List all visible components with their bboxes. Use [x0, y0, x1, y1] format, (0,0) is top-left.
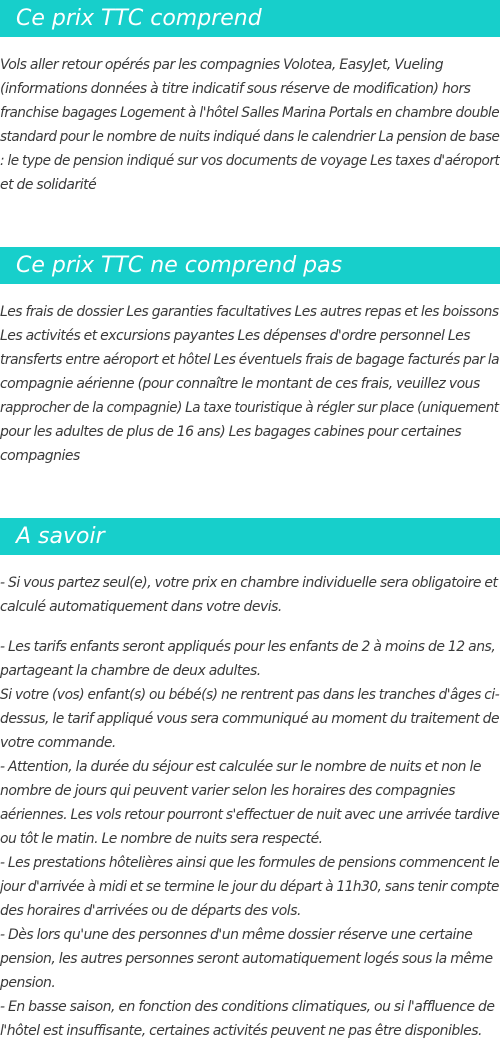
text-line: - En basse saison, en fonction des conditions climatiques, ou si l'affluence de [0, 999, 495, 1015]
text-line: - Les tarifs enfants seront appliqués pour les enfants de 2 à moins de 12 ans, [0, 639, 496, 655]
text-line: standard pour le nombre de nuits indiqué dans le calendrier La pension de base [0, 129, 500, 145]
text-line: ou tôt le matin. Le nombre de nuits sera respecté. [0, 831, 323, 847]
section-title-included: Ce prix TTC comprend [0, 0, 500, 37]
text-line: dessus, le tarif appliqué vous sera communiqué au moment du traitement de [0, 711, 500, 727]
good-to-know-paragraph-1 [0, 571, 500, 619]
text-line: Les activités et excursions payantes Les dépenses d'ordre personnel Les [0, 328, 471, 344]
text-line: l'hôtel est insuffisante, certaines activités peuvent ne pas être disponibles. [0, 1023, 482, 1039]
text-line: (informations données à titre indicatif sous réserve de modification) hors [0, 81, 471, 97]
text-line: : le type de pension indiqué sur vos documents de voyage Les taxes d'aéroport [0, 153, 500, 169]
text-line: jour d'arrivée à midi et se termine le jour du départ à 11h30, sans tenir compte [0, 879, 499, 895]
text-line: Les frais de dossier Les garanties facultatives Les autres repas et les boissons [0, 304, 499, 320]
text-line: votre commande. [0, 735, 116, 751]
text-line: des horaires d'arrivées ou de départs des vols. [0, 903, 301, 919]
text-line: calculé automatiquement dans votre devis. [0, 599, 282, 615]
included-text [0, 53, 500, 197]
text-line: pension, les autres personnes seront automatiquement logés sous la même [0, 951, 493, 967]
text-line: - Les prestations hôtelières ainsi que les formules de pensions commencent le [0, 855, 500, 871]
text-line: pour les adultes de plus de 16 ans) Les bagages cabines pour certaines [0, 424, 462, 440]
text-line: pension. [0, 975, 56, 991]
text-line: Vols aller retour opérés par les compagnies Volotea, EasyJet, Vueling [0, 57, 444, 73]
text-line: transferts entre aéroport et hôtel Les éventuels frais de bagage facturés par la [0, 352, 500, 368]
text-line: et de solidarité [0, 177, 97, 193]
section-title-good-to-know: A savoir [0, 518, 500, 555]
section-title-not-included: Ce prix TTC ne comprend pas [0, 247, 500, 284]
text-line: - Si vous partez seul(e), votre prix en chambre individuelle sera obligatoire et [0, 575, 498, 591]
good-to-know-paragraph-2 [0, 635, 500, 1043]
text-line: - Attention, la durée du séjour est calculée sur le nombre de nuits et non le [0, 759, 481, 775]
text-line: franchise bagages Logement à l'hôtel Salles Marina Portals en chambre double [0, 105, 500, 121]
text-line: rapprocher de la compagnie) La taxe touristique à régler sur place (uniquement [0, 400, 499, 416]
text-line: compagnie aérienne (pour connaître le montant de ces frais, veuillez vous [0, 376, 480, 392]
not-included-text [0, 300, 500, 468]
text-line: nombre de jours qui peuvent varier selon les horaires des compagnies [0, 783, 456, 799]
text-line: Si votre (vos) enfant(s) ou bébé(s) ne rentrent pas dans les tranches d'âges ci- [0, 687, 500, 703]
text-line: compagnies [0, 448, 80, 464]
text-line: partageant la chambre de deux adultes. [0, 663, 261, 679]
text-line: aériennes. Les vols retour pourront s'effectuer de nuit avec une arrivée tardive [0, 807, 500, 823]
text-line: - Dès lors qu'une des personnes d'un même dossier réserve une certaine [0, 927, 473, 943]
